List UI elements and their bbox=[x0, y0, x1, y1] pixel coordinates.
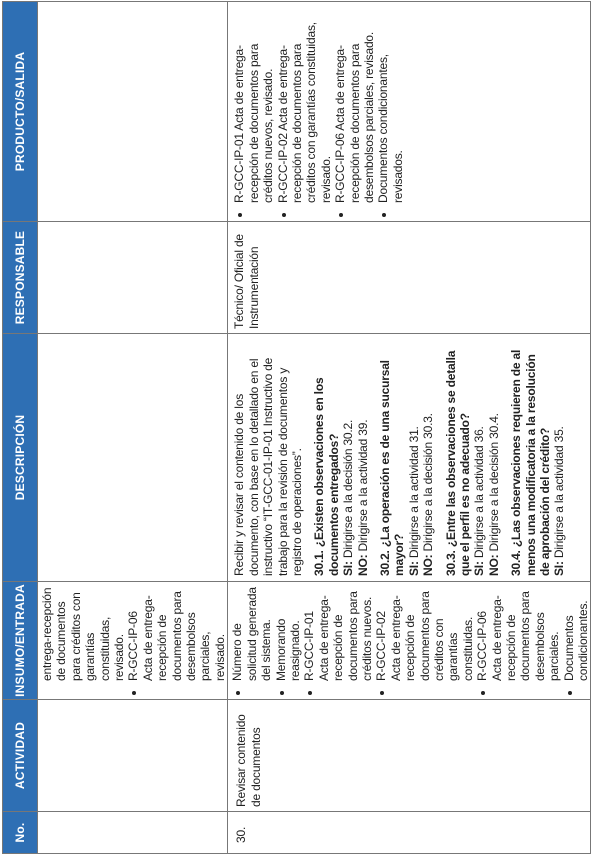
cell-responsable-prev bbox=[38, 222, 228, 334]
cell-producto bbox=[228, 2, 591, 222]
decision-si: SI: Dirigirse a la decisión 30.2. bbox=[341, 419, 356, 576]
cell-producto-prev bbox=[38, 2, 228, 222]
cell-insumo-prev bbox=[38, 582, 228, 700]
decision-question: 30.4. ¿Las observaciones requieren de al menos una modificatoria a la resolución de aprobación del crédito? bbox=[509, 349, 552, 576]
cell-descripcion-prev bbox=[38, 334, 228, 582]
cell-insumo bbox=[228, 582, 591, 700]
header-actividad: ACTIVIDAD bbox=[3, 700, 38, 812]
list-item: • R-GCC-IP-01 Acta de entrega-recepción de documentos para créditos nuevos, revisado. bbox=[232, 6, 275, 203]
cell-no: 30. bbox=[228, 812, 591, 854]
list-item: entrega-recepción de documentos para créditos con garantías constituidas, revisado. bbox=[40, 587, 127, 681]
decision-question: 30.3. ¿Entre las observaciones se detalla que el perfil es no adecuado? bbox=[443, 350, 472, 576]
table-row-continuation bbox=[38, 2, 228, 854]
list-item: • R-GCC-IP-06 Acta de entrega-recepción de documentos para desembolsos parciales. bbox=[475, 586, 561, 681]
list-item: • R-GCC-IP-02 Acta de entrega-recepción de documentos para créditos con garantías constituidas, revisado. bbox=[276, 6, 334, 203]
decision-no: NO: Dirigirse a la decisión 30.3. bbox=[421, 413, 436, 576]
decision-no: NO: Dirigirse a la decisión 30.4. bbox=[486, 413, 501, 576]
decision-si: SI: Dirigirse a la actividad 36. bbox=[472, 426, 487, 576]
header-insumo: INSUMO/ENTRADA bbox=[3, 582, 38, 700]
list-item: • R-GCC-IP-06 Acta de entrega-recepción de documentos para desembolsos parciales, revisado. bbox=[126, 586, 227, 681]
decision-question: 30.2. ¿La operación es de una sucursal mayor? bbox=[377, 360, 407, 576]
header-no: No. bbox=[3, 812, 38, 854]
cell-descripcion bbox=[228, 334, 591, 582]
list-item: • Memorando reasignado. bbox=[274, 586, 303, 681]
list-item: • Documentos condicionantes, revisados. bbox=[376, 6, 405, 203]
decision-si: SI: Dirigirse a la actividad 35. bbox=[552, 426, 567, 576]
decision-no: NO: Dirigirse a la actividad 39. bbox=[355, 419, 370, 576]
decision-si: SI: Dirigirse a la actividad 31. bbox=[406, 426, 421, 576]
decision-question: 30.1. ¿Existen observaciones en los documentos entregados? bbox=[312, 377, 341, 576]
cell-actividad: Revisar contenido de documentos bbox=[228, 700, 591, 812]
header-row bbox=[3, 2, 38, 854]
cell-no-prev bbox=[38, 812, 228, 854]
list-item: • R-GCC-IP-06 Acta de entrega-recepción de documentos para desembolsos parciales, revisado. bbox=[333, 6, 376, 203]
list-item: • R-GCC-IP-02 Acta de entrega-recepción de documentos para créditos con garantías constituidas. bbox=[374, 586, 475, 681]
header-producto: PRODUCTO/SALIDA bbox=[3, 2, 38, 222]
header-descripcion: DESCRIPCIÓN bbox=[3, 334, 38, 582]
header-responsable: RESPONSABLE bbox=[3, 222, 38, 334]
cell-responsable: Técnico/ Oficial de Instrumentación bbox=[228, 222, 591, 334]
list-item: • R-GCC-IP-01 Acta de entrega-recepción de documentos para créditos nuevos. bbox=[302, 586, 374, 681]
description-intro: Recibir y revisar el contenido de los documento, con base en lo detallado en el instructivo “IT-GCC-01-IP-01 Instructivo de trabajo para la revisión de documentos y registro de operaciones”. bbox=[232, 357, 304, 576]
cell-actividad-prev bbox=[38, 700, 228, 812]
list-item: • Número de solicitud generada del sistema. bbox=[230, 586, 273, 681]
procedure-table bbox=[2, 1, 591, 854]
list-item: • Documentos condicionantes. bbox=[562, 586, 591, 681]
table-row-30 bbox=[228, 2, 591, 854]
